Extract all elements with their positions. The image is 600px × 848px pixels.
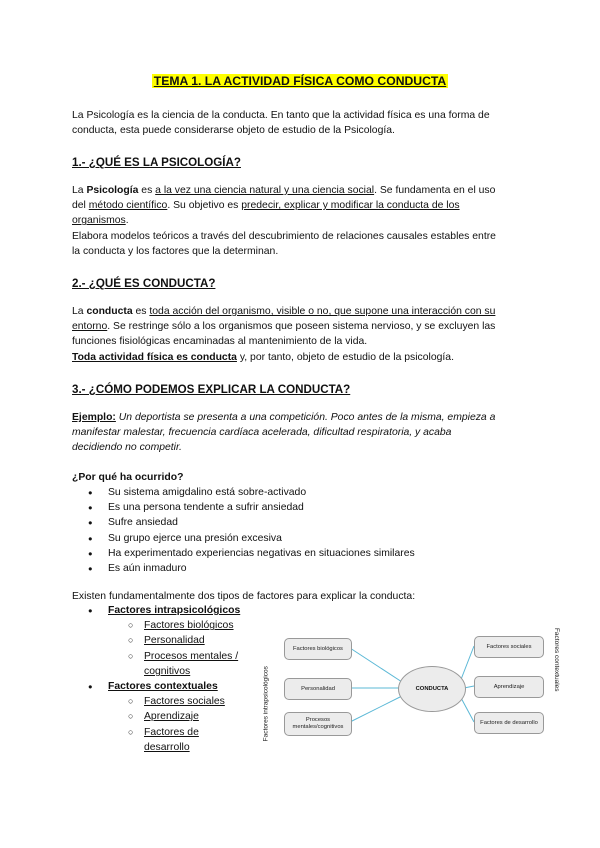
reasons-list [72, 485, 528, 576]
section1-body: La Psicología es a la vez una ciencia natural y una ciencia social. Se fundamenta en el uso del método científico. Su objetivo es predecir, explicar y modificar la conducta de los organismos. Elabora modelos teóricos a través del descubrimiento de relaciones causales estables entre la conducta y los factores que la determinan. [72, 185, 496, 257]
list-item: ● Ha experimentado experiencias negativas en situaciones similares [72, 546, 528, 561]
list-item: ○ Factores sociales [72, 694, 262, 709]
list-item: ● Factores contextuales [72, 679, 262, 694]
connector-line [460, 696, 474, 722]
connector-line [350, 648, 402, 682]
factors-intro: Existen fundamentalmente dos tipos de factores para explicar la conducta: [72, 591, 416, 602]
label-intrapsychological: Factores intrapsicológicos [262, 666, 270, 742]
connector-line [350, 696, 402, 722]
page-title: TEMA 1. LA ACTIVIDAD FÍSICA COMO CONDUCTA [153, 74, 447, 88]
intro-paragraph [72, 108, 528, 138]
list-item: ○ Factores de desarrollo [72, 725, 262, 755]
list-item: ● Su grupo ejerce una presión excesiva [72, 531, 528, 546]
list-item: ● Sufre ansiedad [72, 515, 528, 530]
list-item: ● Su sistema amigdalino está sobre-activado [72, 485, 528, 500]
list-item: ○ Aprendizaje [72, 709, 262, 724]
section3-heading: 3.- ¿CÓMO PODEMOS EXPLICAR LA CONDUCTA? [72, 383, 351, 396]
center-conducta: CONDUCTA [398, 666, 466, 712]
box-cognitive: Procesos mentales/cognitivos [284, 712, 352, 736]
box-development: Factores de desarrollo [474, 712, 544, 734]
label-contextual: Factores contextuales [552, 627, 560, 692]
list-item: ● Es una persona tendente a sufrir ansiedad [72, 500, 528, 515]
box-learning: Aprendizaje [474, 676, 544, 698]
box-personality: Personalidad [284, 678, 352, 700]
intro-line: conducta, esta puede considerarse objeto de estudio de la Psicología. [72, 125, 395, 137]
intro-line: La Psicología es la ciencia de la conducta. En tanto que la actividad física es una forma de [72, 110, 490, 121]
connector-line [460, 646, 474, 682]
box-social: Factores sociales [474, 636, 544, 658]
list-item: ● Factores intrapsicológicos [72, 603, 262, 618]
section2-body: La conducta es toda acción del organismo, visible o no, que supone una interacción con su entorno. Se restringe sólo a los organismos que poseen sistema nervioso, y se excluyen las funciones fisiológicas encaminadas al mantenimiento de la vida. Toda actividad física es conducta y, por tanto, objeto de estudio de la psicología. [72, 306, 496, 363]
list-item: ○ Procesos mentales / cognitivos [72, 649, 262, 679]
section1-heading: 1.- ¿QUÉ ES LA PSICOLOGÍA? [72, 156, 241, 169]
section2-heading: 2.- ¿QUÉ ES CONDUCTA? [72, 277, 216, 290]
why-heading: ¿Por qué ha ocurrido? [72, 472, 184, 483]
list-item: ○ Factores biológicos [72, 618, 262, 633]
list-item: ○ Personalidad [72, 633, 262, 648]
box-biological: Factores biológicos [284, 638, 352, 660]
factors-list [72, 603, 262, 755]
list-item: ● Es aún inmaduro [72, 561, 528, 576]
example-paragraph: Ejemplo: Un deportista se presenta a una competición. Poco antes de la misma, empieza a manifestar malestar, frecuencia cardíaca acelerada, dificultad respiratoria, y acaba decidiendo no competir. [72, 412, 496, 454]
factors-diagram [262, 628, 582, 748]
